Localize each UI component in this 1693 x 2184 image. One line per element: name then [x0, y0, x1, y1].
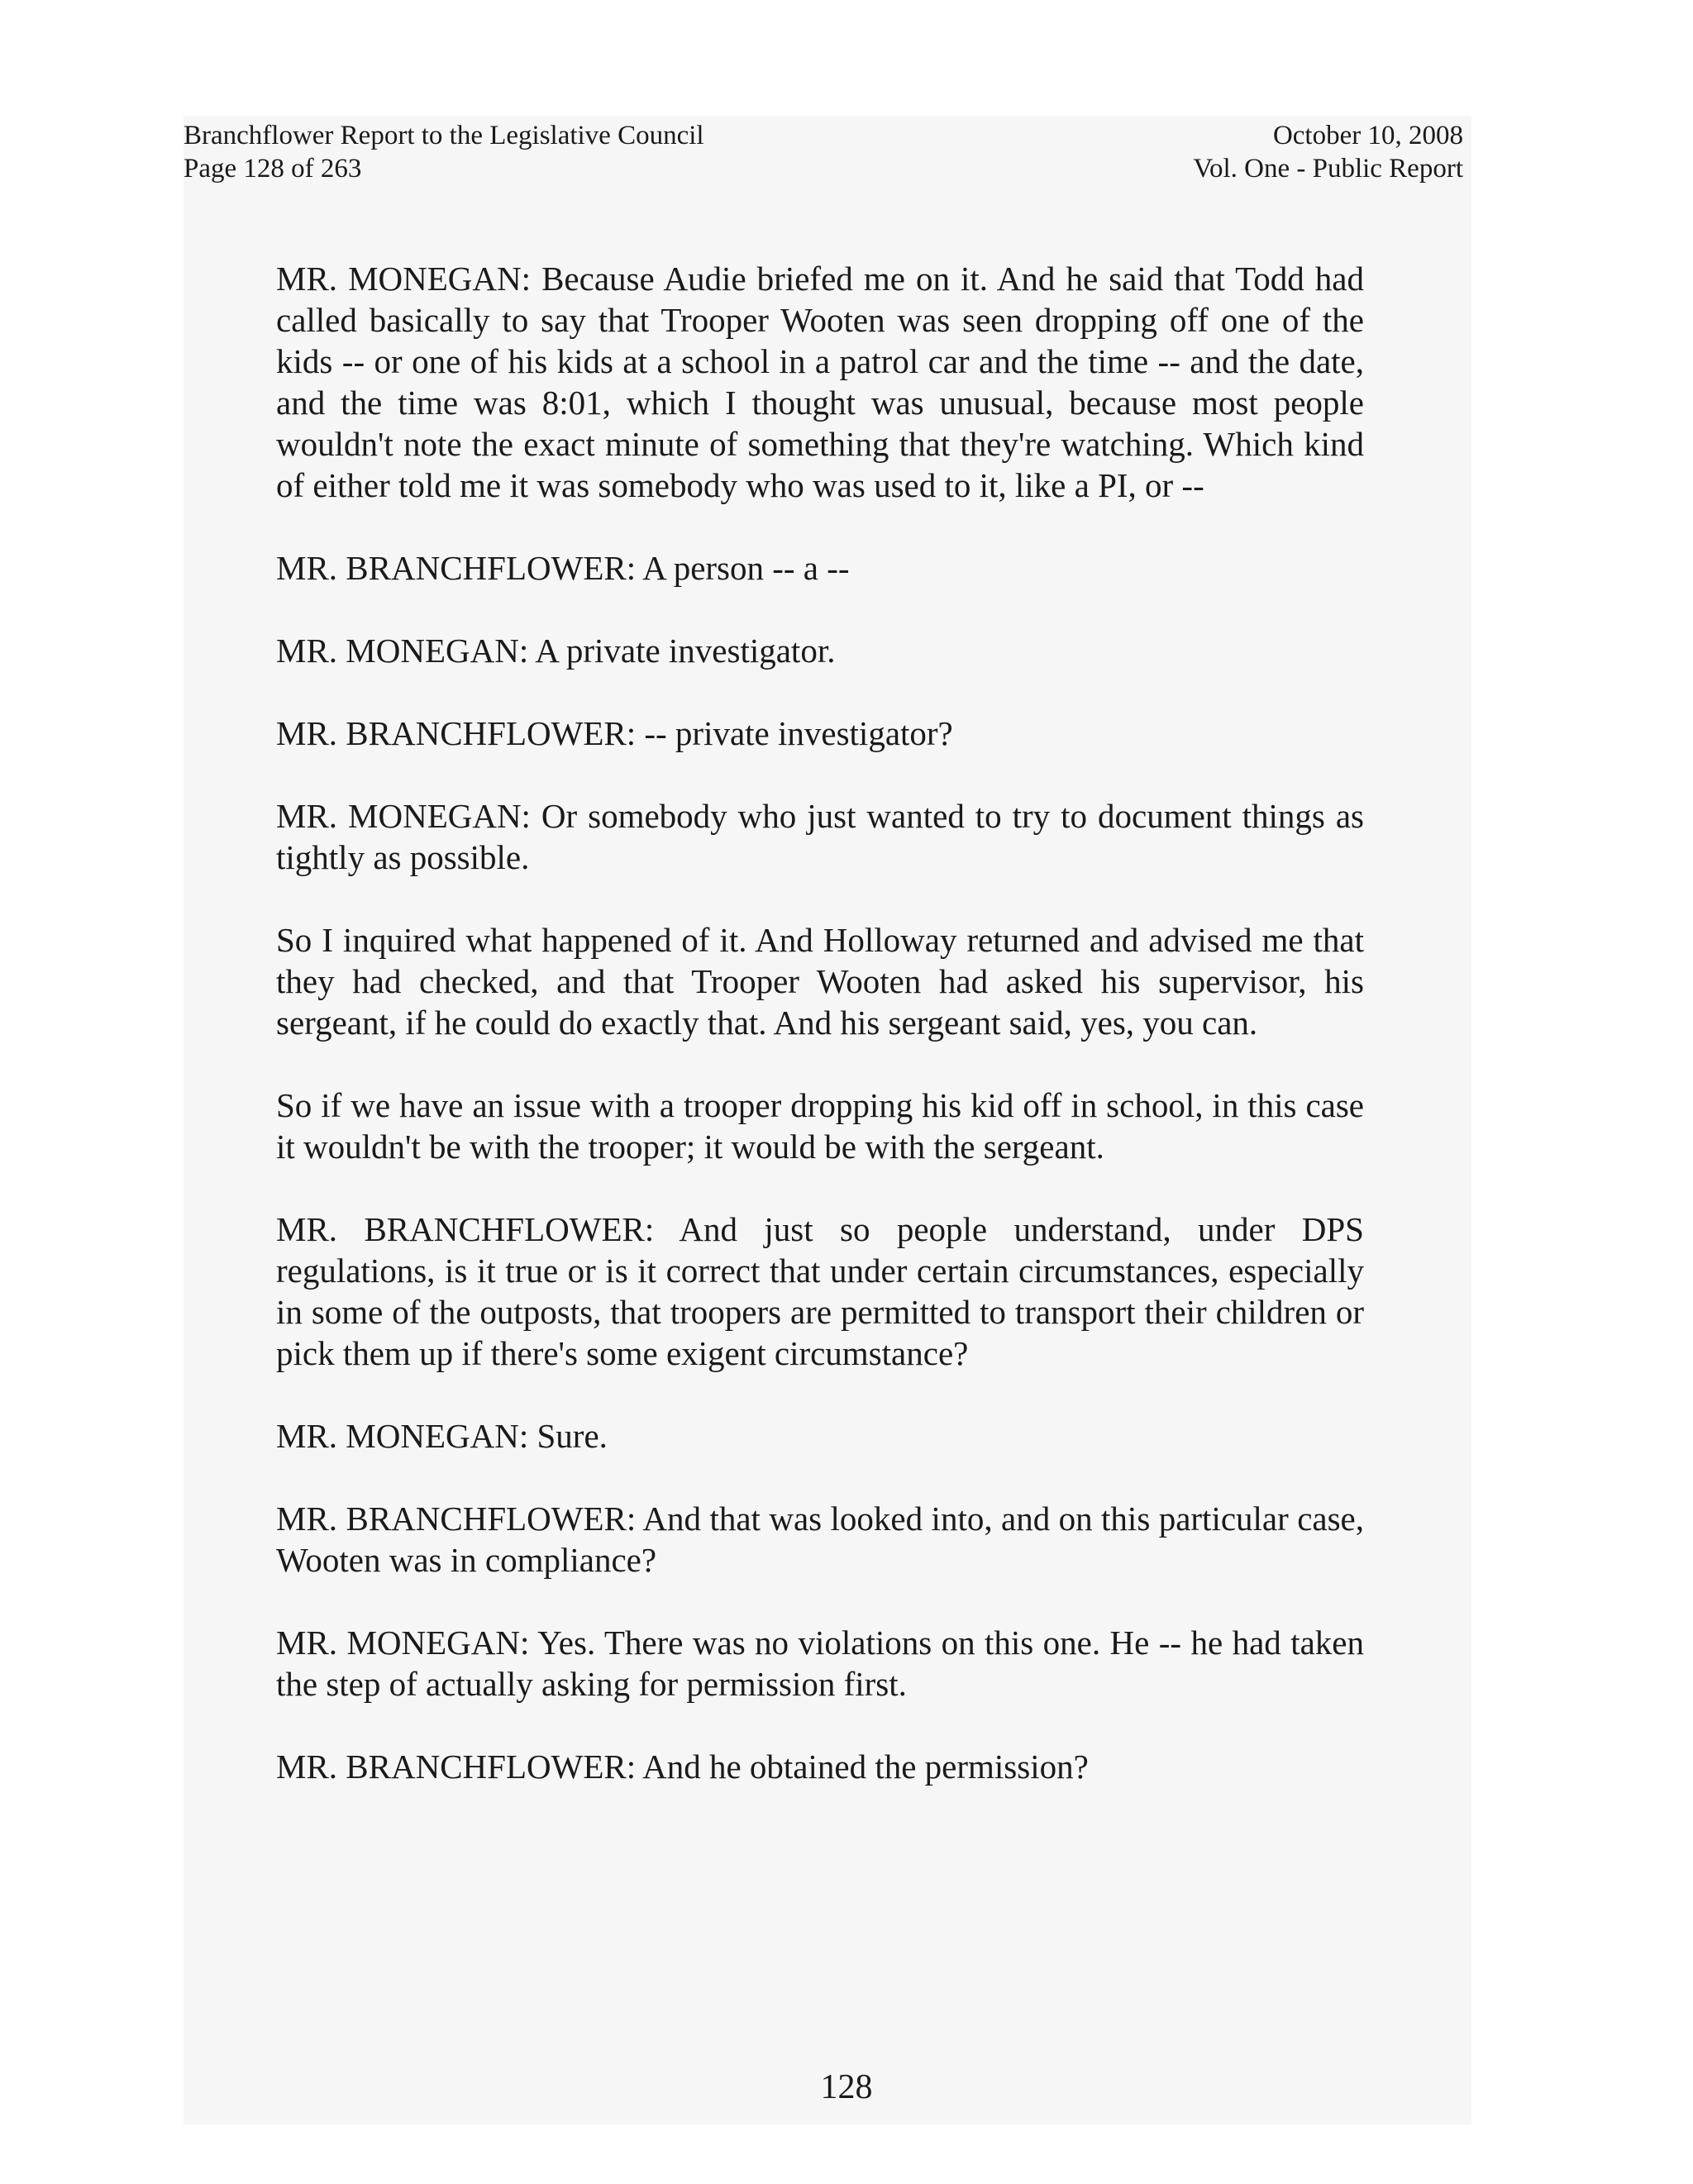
- report-title: Branchflower Report to the Legislative Council: [184, 121, 704, 150]
- volume-label: Vol. One - Public Report: [1193, 154, 1463, 184]
- paragraph-1: MR. MONEGAN: Because Audie briefed me on it. And he said that Todd had called basically to say that Trooper Wooten was seen dropping off one of the kids -- or one of his kids at a school in a patrol car and the time -- and the date, and the time was 8:01, which I thought was unusual, because most people wouldn't note the exact minute of something that they're watching. Which kind of either told me it was somebody who was used to it, like a PI, or --: [276, 260, 1364, 504]
- report-date: October 10, 2008: [1272, 121, 1463, 150]
- transcript-body: [276, 258, 1364, 1787]
- header-right: [1193, 119, 1463, 185]
- paragraph-4: MR. BRANCHFLOWER: -- private investigator?: [276, 714, 953, 752]
- paragraph-8: MR. BRANCHFLOWER: And just so people understand, under DPS regulations, is it true or is it correct that under certain circumstances, especially in some of the outposts, that troopers are permitted to transport their children or pick them up if there's some exigent circumstance?: [276, 1210, 1364, 1372]
- page-number: 128: [820, 2068, 873, 2106]
- paragraph-7: So if we have an issue with a trooper dropping his kid off in school, in this case it wouldn't be with the trooper; it would be with the sergeant.: [276, 1086, 1364, 1166]
- paragraph-10: MR. BRANCHFLOWER: And that was looked into, and on this particular case, Wooten was in compliance?: [276, 1500, 1364, 1579]
- paragraph-11: MR. MONEGAN: Yes. There was no violations on this one. He -- he had taken the step of actually asking for permission first.: [276, 1624, 1364, 1703]
- paragraph-6: So I inquired what happened of it. And Holloway returned and advised me that they had checked, and that Trooper Wooten had asked his supervisor, his sergeant, if he could do exactly that. And his sergeant said, yes, you can.: [276, 921, 1364, 1042]
- paragraph-5: MR. MONEGAN: Or somebody who just wanted to try to document things as tightly as possible.: [276, 797, 1364, 876]
- paragraph-3: MR. MONEGAN: A private investigator.: [276, 632, 836, 670]
- paragraph-12: MR. BRANCHFLOWER: And he obtained the permission?: [276, 1748, 1089, 1786]
- header-left: [184, 119, 704, 185]
- paragraph-9: MR. MONEGAN: Sure.: [276, 1417, 608, 1455]
- page-label: Page 128 of 263: [184, 154, 362, 184]
- paragraph-2: MR. BRANCHFLOWER: A person -- a --: [276, 549, 850, 587]
